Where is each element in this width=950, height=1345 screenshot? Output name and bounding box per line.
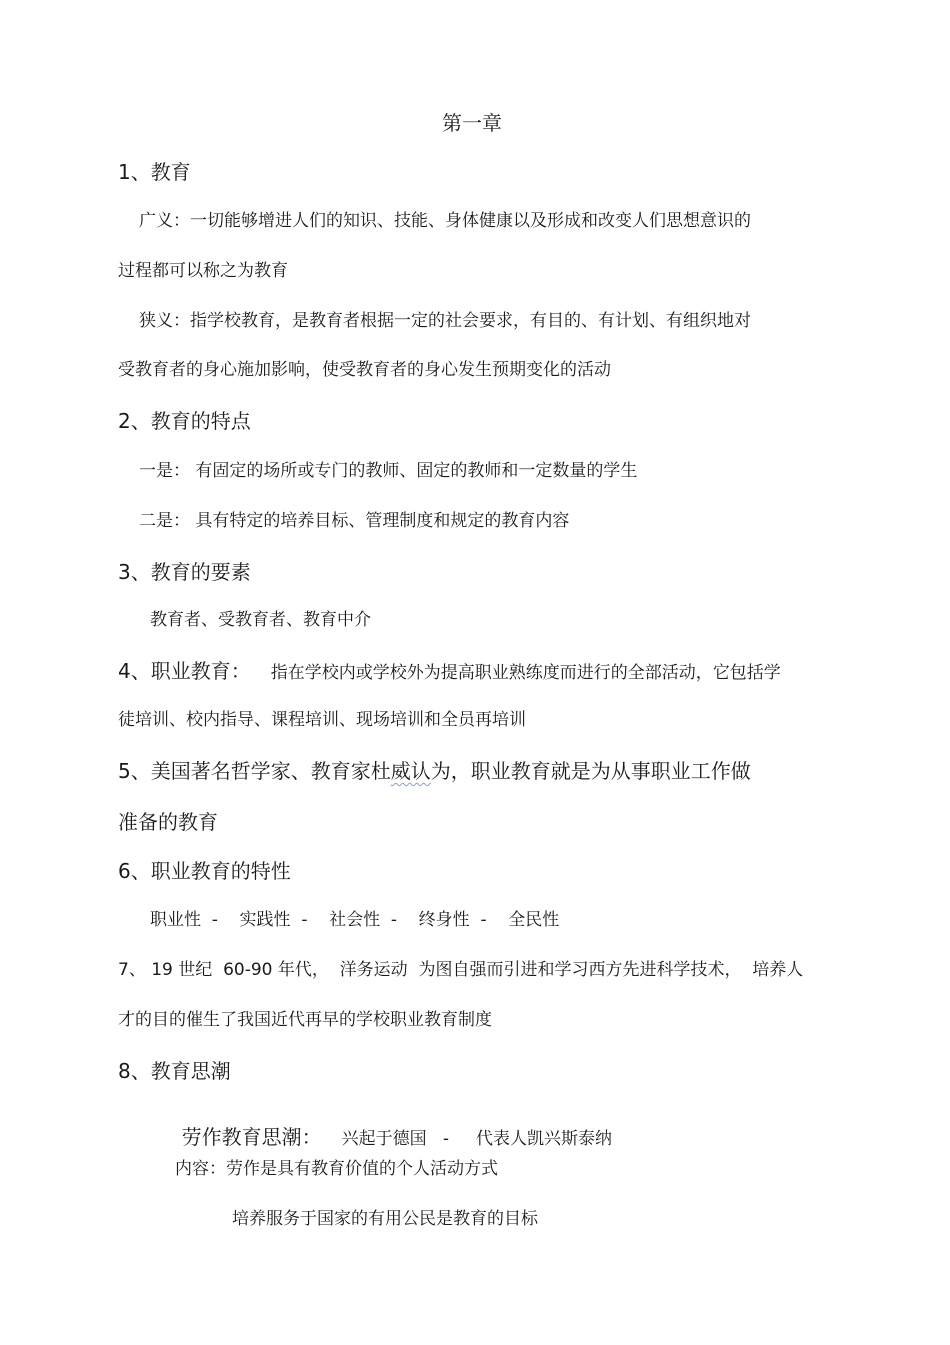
- section-4-heading: 4、职业教育：: [118, 659, 251, 683]
- section-5-line-2: 准备的教育: [118, 810, 218, 834]
- section-4-line-2: 徒培训、校内指导、课程培训、现场培训和全员再培训: [118, 710, 526, 730]
- section-8-heading: 8、教育思潮: [118, 1059, 231, 1083]
- section-5-post: 为，职业教育就是为从事职业工作做: [430, 759, 751, 783]
- dewey-name: 威认: [390, 759, 431, 783]
- section-7-line-1: 7、 19 世纪 60-90 年代， 洋务运动 为图自强而引进和学习西方先进科学技术， 培养人: [118, 960, 804, 980]
- section-2-heading: 2、教育的特点: [118, 409, 251, 433]
- labor-content-line-1: 内容：劳作是具有教育价值的个人活动方式: [175, 1159, 498, 1179]
- section-4-line-1: [118, 661, 781, 682]
- narrow-definition-line-1: 狭义：指学校教育，是教育者根据一定的社会要求，有目的、有计划、有组织地对: [139, 311, 751, 331]
- elements-content: 教育者、受教育者、教育中介: [150, 610, 371, 630]
- section-6-heading: 6、职业教育的特性: [118, 859, 291, 883]
- section-3-heading: 3、教育的要素: [118, 560, 251, 584]
- feature-two: 二是： 具有特定的培养目标、管理制度和规定的教育内容: [139, 511, 570, 531]
- chapter-title: 第一章: [442, 111, 502, 135]
- characteristics-list: 职业性 - 实践性 - 社会性 - 终身性 - 全民性: [150, 910, 560, 930]
- section-7-line-2: 才的目的催生了我国近代再早的学校职业教育制度: [118, 1010, 492, 1030]
- feature-one: 一是： 有固定的场所或专门的教师、固定的教师和一定数量的学生: [139, 461, 638, 481]
- section-5-line-1: [118, 761, 751, 781]
- section-4-content-1: 指在学校内或学校外为提高职业熟练度而进行的全部活动，它包括学: [270, 663, 781, 683]
- broad-definition-line-1: 广义：一切能够增进人们的知识、技能、身体健康以及形成和改变人们思想意识的: [139, 211, 751, 231]
- labor-education-line: [160, 1110, 612, 1165]
- labor-content-line-2: 培养服务于国家的有用公民是教育的目标: [232, 1209, 538, 1229]
- labor-education-label: 劳作教育思潮：: [181, 1125, 322, 1149]
- broad-definition-line-2: 过程都可以称之为教育: [118, 261, 288, 281]
- section-5-pre: 5、美国著名哲学家、教育家杜: [118, 759, 391, 783]
- narrow-definition-line-2: 受教育者的身心施加影响，使受教育者的身心发生预期变化的活动: [118, 360, 611, 380]
- labor-education-content: 兴起于德国 - 代表人凯兴斯泰纳: [341, 1129, 612, 1149]
- section-1-heading: 1、教育: [118, 160, 191, 184]
